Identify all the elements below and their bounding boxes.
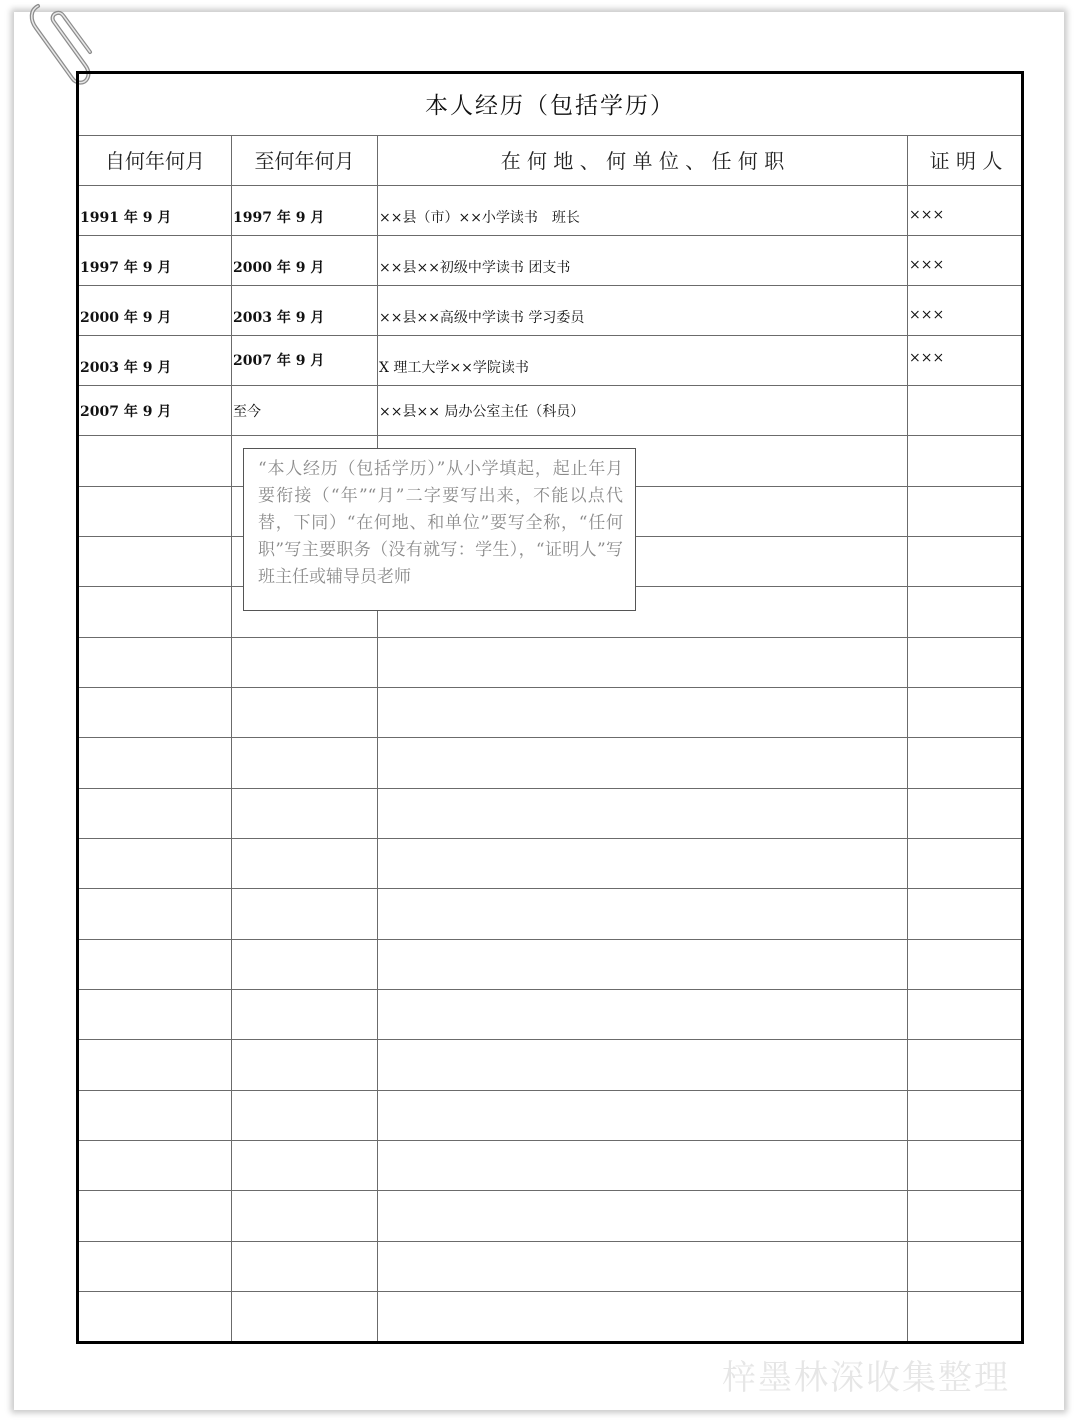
header-from: 自何年何月 [105,149,205,173]
header-witness: 证 明 人 [929,149,1003,173]
row-divider [79,1039,1021,1040]
column-divider [907,135,908,1341]
cell-witness: ××× [909,307,945,323]
header-to: 至何年何月 [254,149,355,173]
cell-from: 2003 年 9 月 [80,360,172,376]
cell-witness: ××× [909,257,945,273]
instruction-note: “本人经历（包括学历）”从小学填起，起止年月要衔接（“年”“月”二字要写出来，不能以点代替，下同）“在何地、和单位”要写全称，“任何职”写主要职务（没有就写：学生），“证明人”写班主任或辅导员老师 [243,448,636,611]
row-divider [79,637,1021,638]
watermark: 梓墨林深收集整理 [722,1358,1010,1398]
cell-place: ××县××高级中学读书 学习委员 [379,310,585,326]
row-divider [79,1190,1021,1191]
row-divider [79,788,1021,789]
cell-witness: ××× [909,207,945,223]
row-divider [79,335,1021,336]
row-divider [79,939,1021,940]
cell-place: ××县（市）××小学读书 班长 [379,210,580,226]
cell-to: 2000 年 9 月 [233,260,325,276]
cell-place: ××县×× 局办公室主任（科员） [379,404,585,420]
row-divider [79,285,1021,286]
cell-from: 1991 年 9 月 [80,210,172,226]
row-divider [79,1090,1021,1091]
row-divider [79,1140,1021,1141]
row-divider [79,385,1021,386]
row-divider [79,838,1021,839]
row-divider [79,687,1021,688]
row-divider [79,435,1021,436]
cell-from: 2000 年 9 月 [80,310,172,326]
column-divider [377,135,378,1341]
cell-from: 2007 年 9 月 [80,404,172,420]
header-place: 在 何 地 、 何 单 位 、 任 何 职 [500,149,785,173]
form-title: 本人经历（包括学历） [425,93,675,119]
cell-place: X 理工大学××学院读书 [379,360,529,376]
cell-from: 1997 年 9 月 [80,260,172,276]
cell-to: 2003 年 9 月 [233,310,325,326]
cell-to: 2007 年 9 月 [233,353,325,369]
row-divider [79,235,1021,236]
row-divider [79,888,1021,889]
row-divider [79,989,1021,990]
column-divider [231,135,232,1341]
cell-place: ××县××初级中学读书 团支书 [379,260,571,276]
row-divider [79,1241,1021,1242]
experience-form [76,71,1024,1344]
cell-to: 至今 [233,404,261,420]
cell-to: 1997 年 9 月 [233,210,325,226]
row-divider [79,1291,1021,1292]
cell-witness: ××× [909,350,945,366]
row-divider [79,737,1021,738]
